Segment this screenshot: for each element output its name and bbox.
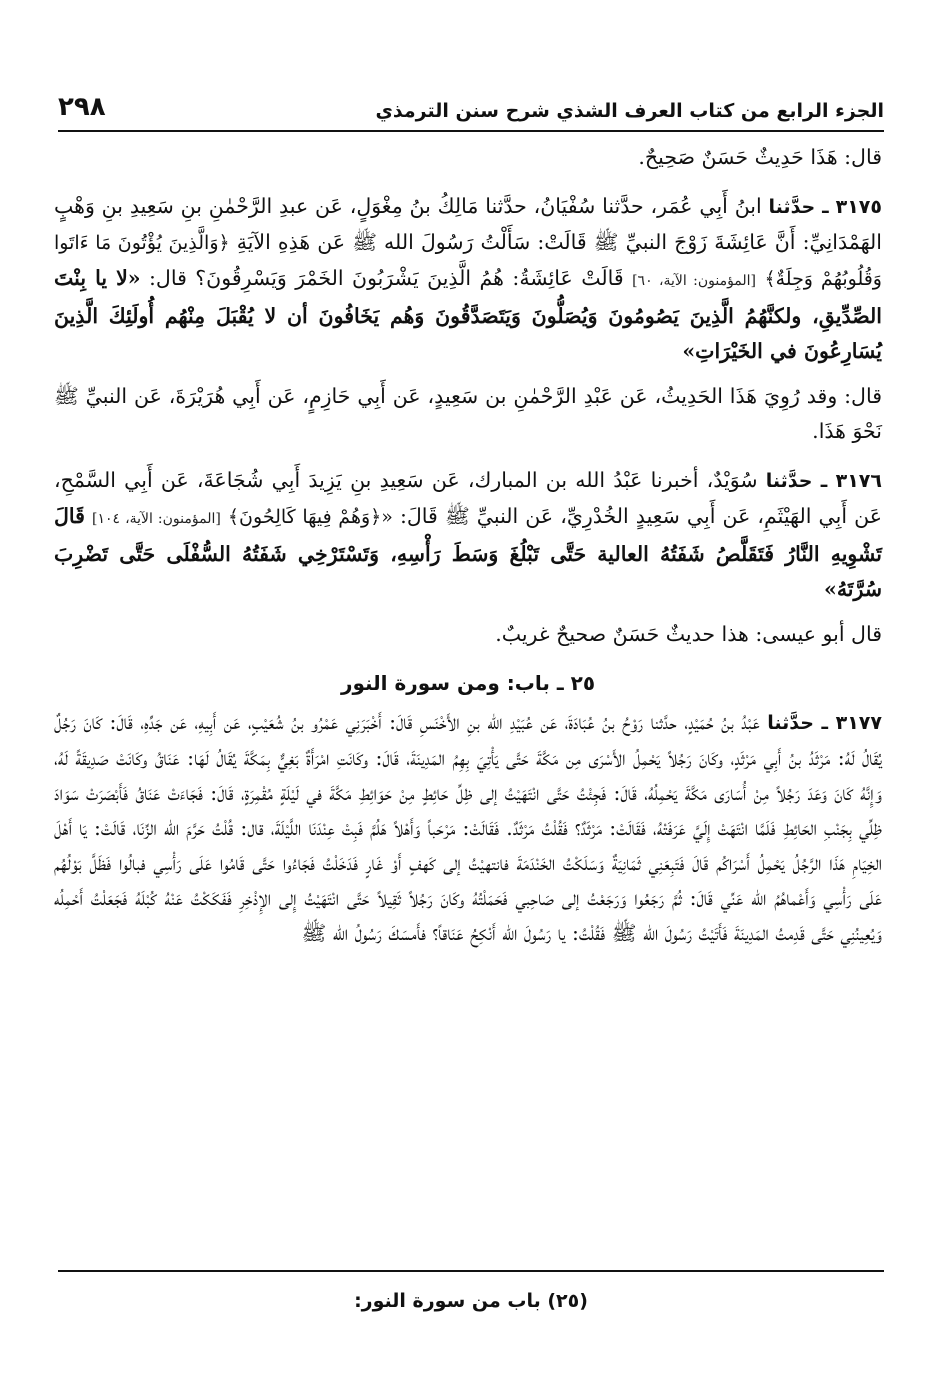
grading-statement-1: قال: هَذَا حَدِيثٌ حَسَنٌ صَحِيحٌ. bbox=[638, 145, 882, 169]
hadith-3177 bbox=[54, 705, 882, 951]
page-number: ٢٩٨ bbox=[58, 92, 106, 122]
hadith-number: ٣١٧٧ ـ حدَّثنا bbox=[767, 712, 882, 734]
verse-reference: [المؤمنون: الآية، ٦٠] bbox=[632, 273, 757, 289]
header-divider bbox=[58, 130, 884, 132]
page-header bbox=[58, 82, 884, 122]
hadith-3176 bbox=[54, 463, 882, 607]
hadith-isnad: ابنُ أَبِي عُمَر، حدَّثنا سُفْيَانُ، حدَّثنا مَالِكُ بنُ مِغْوَلٍ، عَن عبدِ الرَّحْمٰنِ بنِ سَعِيدِ بنِ وَهْبٍ الهَمْدَانِيِّ: أَنَّ عَائِشَةَ زَوْجَ النبيِّ ﷺ قَالَتْ: سَأَلْتُ رَسُولَ الله ﷺ عَن هَذِهِ الآيَةِ bbox=[54, 194, 882, 254]
chapter-title: ٢٥ ـ باب: ومن سورة النور bbox=[340, 671, 596, 695]
hadith-number: ٣١٧٦ ـ حدَّثنا bbox=[765, 470, 882, 492]
hadith-text: قَالَتْ عَائِشَةُ: هُمُ الَّذِينَ يَشْرَبُونَ الخَمْرَ وَيَسْرِقُونَ؟ قال: bbox=[149, 266, 624, 290]
hadith-number: ٣١٧٥ ـ حدَّثنا bbox=[768, 196, 882, 218]
quran-verse: «﴿وَهُمْ فِيهَا كَالِحُونَ﴾ bbox=[227, 506, 393, 528]
grading-statement-2: قال أبو عيسى: هذا حديثٌ حَسَنٌ صحيحٌ غريبٌ. bbox=[495, 622, 882, 646]
hadith-3175 bbox=[54, 189, 882, 369]
prophet-saying: «لا يا بِنْتَ الصِّدِّيقِ، ولكنَّهُمُ الَّذِينَ يَصُومُونَ وَيُصَلُّونَ وَيَتَصَدَّقُونَ وَهُم يَخَافُونَ أن لا يُقْبَلَ مِنْهُم أُولَئِكَ الَّذِينَ يُسَارِعُونَ في الخَيْرَاتِ» bbox=[54, 266, 882, 363]
verse-reference: [المؤمنون: الآية، ١٠٤] bbox=[92, 511, 221, 527]
hadith-text: عَبْدُ بنُ حُمَيْدٍ، حدَّثنا رَوْحُ بنُ عُبَادَةَ، عَن عُبَيْدِ الله بنِ الأَخْنَسِ قَالَ: أَخْبَرَنِي عَمْرُو بنُ شُعَيْبٍ، عَن أَبِيهِ، عَن جَدِّهِ، قَالَ: كَانَ رَجُلٌ يُقَالُ لَهُ: مَرْثَدُ بنُ أَبِي مَرْثَدٍ، وكَانَ رَجُلاً يَحْمِلُ الأَسْرَى مِن مَكَّةَ حَتَّى يَأْتِيَ بِهِمُ المَدِينَةَ، قَالَ: وكَانَتِ امْرَأَةٌ بَغِيٌّ بِمَكَّةَ يُقَالُ لَهَا: عَنَاقُ وكَانَتْ صَدِيقَةً لَهُ، وَإِنَّهُ كَانَ وَعَدَ رَجُلاً مِنْ أُسَارَى مَكَّةَ يَحْمِلُهُ، قَالَ: فَجِئْتُ حَتَّى انْتَهَيْتُ إلى ظِلِّ حَائِطٍ مِنْ حَوَائِطِ مَكَّةَ في لَيْلَةٍ مُقْمِرَةٍ، قَالَ: فَجَاءَتْ عَنَاقُ فَأَبْصَرَتْ سَوَادَ ظِلِّي بِجَنْبِ الحَائِطِ فَلَمَّا انْتَهَتْ إِلَيَّ عَرَفَتْهُ، فَقَالَتْ: مَرْثَدٌ؟ فَقُلْتُ مَرْثَدٌ. فَقَالَتْ: مَرْحَباً وَأَهْلاً هَلُمَّ فَبِتْ عِنْدَنَا اللَّيْلَةَ، قال: قُلْتُ حَرَّمَ الله الزِّنَا، قَالَتْ: يَا أَهْلَ الخِيَامِ هَذَا الرَّجُلُ يَحْمِلُ أَسْرَاكُم قَالَ فَتَبِعَنِي ثَمَانِيَةٌ وَسَلَكْتُ الخَنْدَمَةَ فانتهيْتُ إلى كَهفٍ أَوْ غَارٍ فَدَخَلْتُ فَجَاءُوا حَتَّى قَامُوا عَلَى رَأْسِي فبالُوا فَظَلَّ بَوْلُهُم عَلَى رَأْسِي وَأَعْماهُمُ الله عَنِّي قَالَ: ثُمَّ رَجَعُوا وَرَجَعْتُ إلى صَاحِبي فَحَمَلْتُهُ وكَانَ رَجُلاً ثَقِيلاً حَتَّى انْتَهَيْتُ إِلى الإِذْخِرِ فَفَكَكْتُ عَنْهُ كُبْلَهُ فَجَعَلْتُ أَحْمِلُه وَيُعِينُنِي حَتَّى قَدِمتُ المَدِينَةَ فَأَتَيْتُ رَسُولَ الله ﷺ فَقُلْتُ: يا رَسُولَ الله أَنْكِحُ عَنَاقاً؟ فأَمسَكَ رَسُولُ الله ﷺ bbox=[54, 710, 882, 945]
hadith-isnad: سُوَيْدٌ، أخبرنا عَبْدُ الله بن المبارك، عَن سَعِيدِ بنِ يَزِيدَ أَبِي شُجَاعَةَ، عَن أَبِي السَّمْحِ، عَن أَبِي الهَيْثَمِ، عَن أَبِي سَعِيدٍ الخُدْرِيِّ، عَن النبيِّ ﷺ قَالَ: bbox=[54, 468, 882, 528]
running-title: الجزء الرابع من كتاب العرف الشذي شرح سنن الترمذي bbox=[375, 100, 884, 122]
narration-note: قال: وقد رُوِيَ هَذَا الحَدِيثُ، عَن عَبْدِ الرَّحْمٰنِ بن سَعِيدٍ، عَن أَبِي حَازِمٍ، عَن أَبِي هُرَيْرَةَ، عَن النبيِّ ﷺ نَحْوَ هَذَا. bbox=[54, 384, 882, 443]
footnote-divider bbox=[58, 1270, 884, 1272]
prophet-saying: قَالَ تَشْوِيهِ النَّارُ فَتَقَلَّصُ شَفَتُهُ العالية حَتَّى تَبْلُغَ وَسَطَ رَأْسِهِ، وَتَسْتَرْخِي شَفَتُهُ السُّفْلَى حَتَّى تَضْرِبَ سُرَّتَهُ» bbox=[54, 504, 882, 601]
footnote: (٢٥) باب من سورة النور: bbox=[354, 1290, 588, 1312]
page-body bbox=[54, 140, 882, 961]
quran-verse: ﴿وَالَّذِينَ يُؤْتُونَ مَا ءَاتَوا وَقُلُوبُهُمْ وَجِلَةٌ﴾ bbox=[54, 232, 882, 290]
